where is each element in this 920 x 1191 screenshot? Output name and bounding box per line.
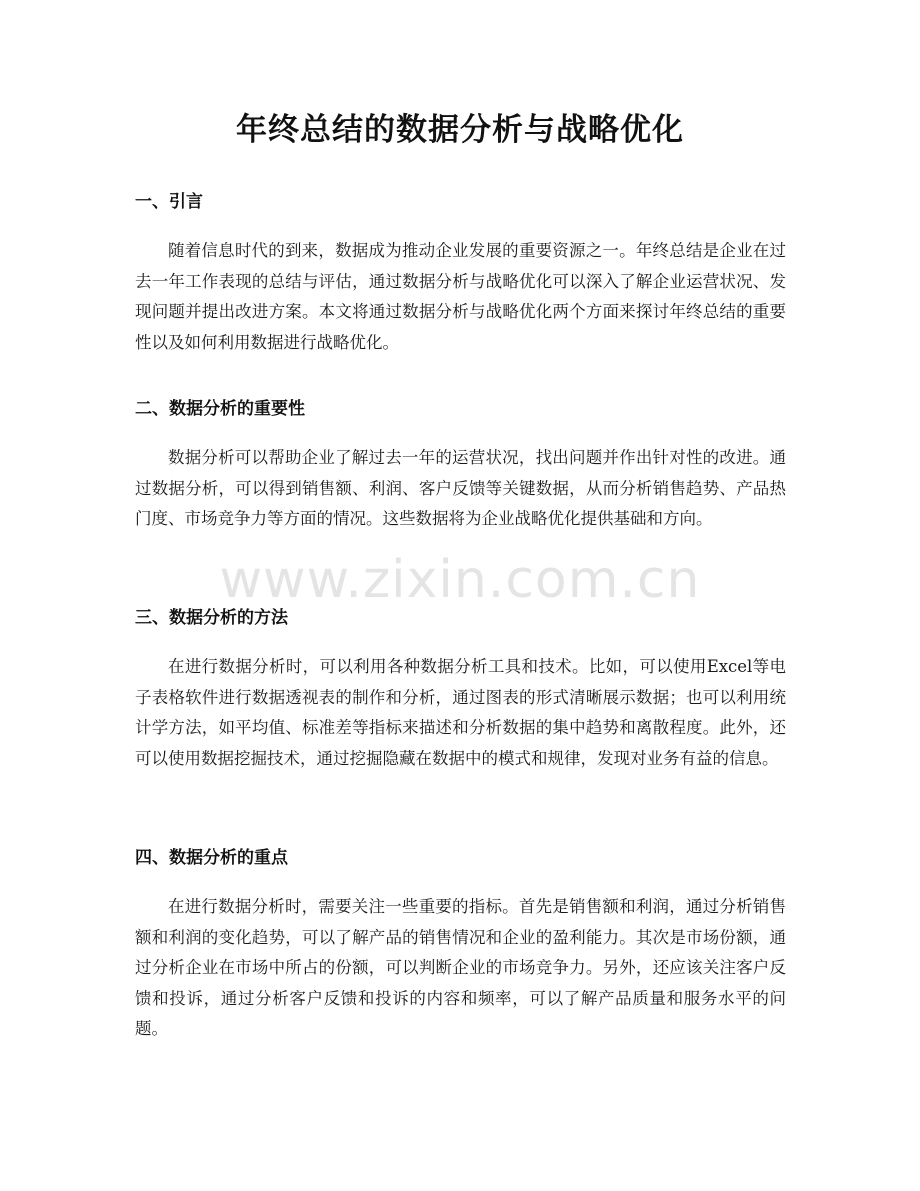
section-focus (135, 846, 786, 1045)
section-heading: 四、数据分析的重点 (135, 848, 288, 868)
section-paragraph: 在进行数据分析时，可以利用各种数据分析工具和技术。比如，可以使用Excel等电子表格软件进行数据透视表的制作和分析，通过图表的形式清晰展示数据；也可以利用统计学方法，如平均值、标准差等指标来描述和分析数据的集中趋势和离散程度。此外，还可以使用数据挖掘技术，通过挖掘隐藏在数据中的模式和规律，发现对业务有益的信息。 (135, 657, 786, 768)
document-title: 年终总结的数据分析与战略优化 (236, 112, 684, 148)
section-methods (135, 606, 786, 774)
section-heading: 一、引言 (135, 192, 203, 212)
section-paragraph: 在进行数据分析时，需要关注一些重要的指标。首先是销售额和利润，通过分析销售额和利润的变化趋势，可以了解产品的销售情况和企业的盈利能力。其次是市场份额，通过分析企业在市场中所占的份额，可以判断企业的市场竞争力。另外，还应该关注客户反馈和投诉，通过分析客户反馈和投诉的内容和频率，可以了解产品质量和服务水平的问题。 (135, 897, 786, 1038)
section-heading: 二、数据分析的重要性 (135, 399, 305, 419)
section-heading: 三、数据分析的方法 (135, 608, 288, 628)
watermark: www.zixin.com.cn (219, 550, 701, 610)
section-paragraph: 随着信息时代的到来，数据成为推动企业发展的重要资源之一。年终总结是企业在过去一年工作表现的总结与评估，通过数据分析与战略优化可以深入了解企业运营状况、发现问题并提出改进方案。本文将通过数据分析与战略优化两个方面来探讨年终总结的重要性以及如何利用数据进行战略优化。 (135, 241, 786, 352)
section-paragraph: 数据分析可以帮助企业了解过去一年的运营状况，找出问题并作出针对性的改进。通过数据分析，可以得到销售额、利润、客户反馈等关键数据，从而分析销售趋势、产品热门度、市场竞争力等方面的情况。这些数据将为企业战略优化提供基础和方向。 (135, 448, 786, 528)
section-importance (135, 397, 786, 535)
section-introduction (135, 190, 786, 358)
